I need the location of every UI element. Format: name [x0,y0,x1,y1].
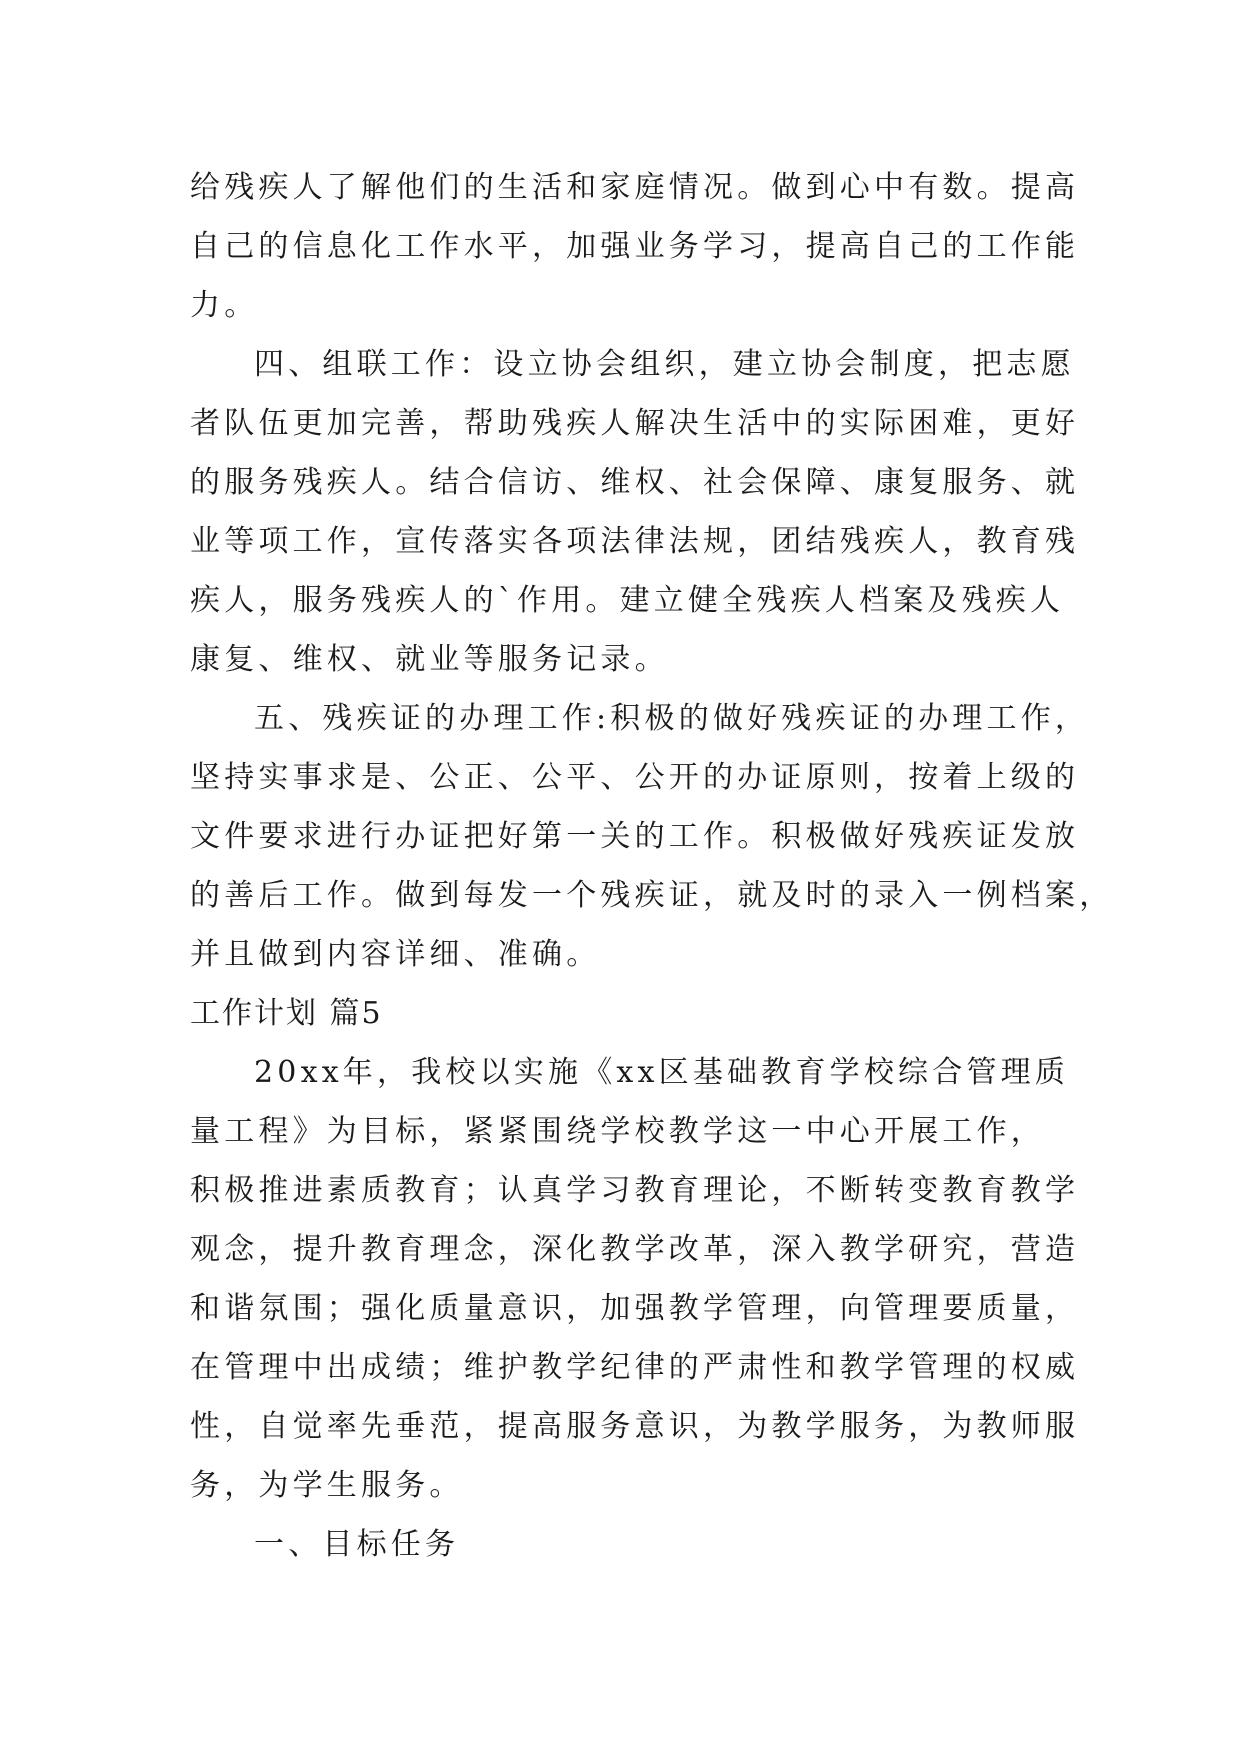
section-heading: 工作计划 篇5 [190,996,383,1031]
paragraph-line: 的善后工作。做到每发一个残疾证，就及时的录入一例档案， [190,878,1114,913]
paragraph-line: 和谐氛围；强化质量意识，加强教学管理，向管理要质量， [190,1291,1080,1326]
paragraph-line: 业等项工作，宣传落实各项法律法规，团结残疾人，教育残 [190,524,1080,559]
paragraph-line: 给残疾人了解他们的生活和家庭情况。做到心中有数。提高 [190,170,1080,205]
paragraph-line: 并且做到内容详细、准确。 [190,937,601,972]
paragraph-line: 力。 [190,288,259,323]
paragraph-line: 的服务残疾人。结合信访、维权、社会保障、康复服务、就 [190,465,1080,500]
paragraph-line: 四、组联工作：设立协会组织，建立协会制度，把志愿 [254,347,1075,382]
paragraph-line: 观念，提升教育理念，深化教学改革，深入教学研究，营造 [190,1232,1080,1267]
document-page [190,158,1114,1574]
paragraph-line: 性，自觉率先垂范，提高服务意识，为教学服务，为教师服 [190,1409,1080,1444]
paragraph-line: 疾人，服务残疾人的`作用。建立健全残疾人档案及残疾人 [190,583,1065,618]
paragraph-line: 积极推进素质教育；认真学习教育理论，不断转变教育教学 [190,1173,1080,1208]
paragraph-line: 自己的信息化工作水平，加强业务学习，提高自己的工作能 [190,229,1080,264]
paragraph-line: 坚持实事求是、公正、公平、公开的办证原则，按着上级的 [190,760,1080,795]
paragraph-line: 文件要求进行办证把好第一关的工作。积极做好残疾证发放 [190,819,1080,854]
paragraph-line: 五、残疾证的办理工作:积极的做好残疾证的办理工作， [254,701,1090,736]
paragraph-line: 者队伍更加完善，帮助残疾人解决生活中的实际困难，更好 [190,406,1080,441]
paragraph-line: 康复、维权、就业等服务记录。 [190,642,669,677]
subsection-heading: 一、目标任务 [254,1527,460,1562]
paragraph-line: 在管理中出成绩；维护教学纪律的严肃性和教学管理的权威 [190,1350,1080,1385]
paragraph-line: 务，为学生服务。 [190,1468,464,1503]
paragraph-line: 20xx年，我校以实施《xx区基础教育学校综合管理质 [254,1055,1070,1090]
paragraph-line: 量工程》为目标，紧紧围绕学校教学这一中心开展工作， [190,1114,1045,1149]
